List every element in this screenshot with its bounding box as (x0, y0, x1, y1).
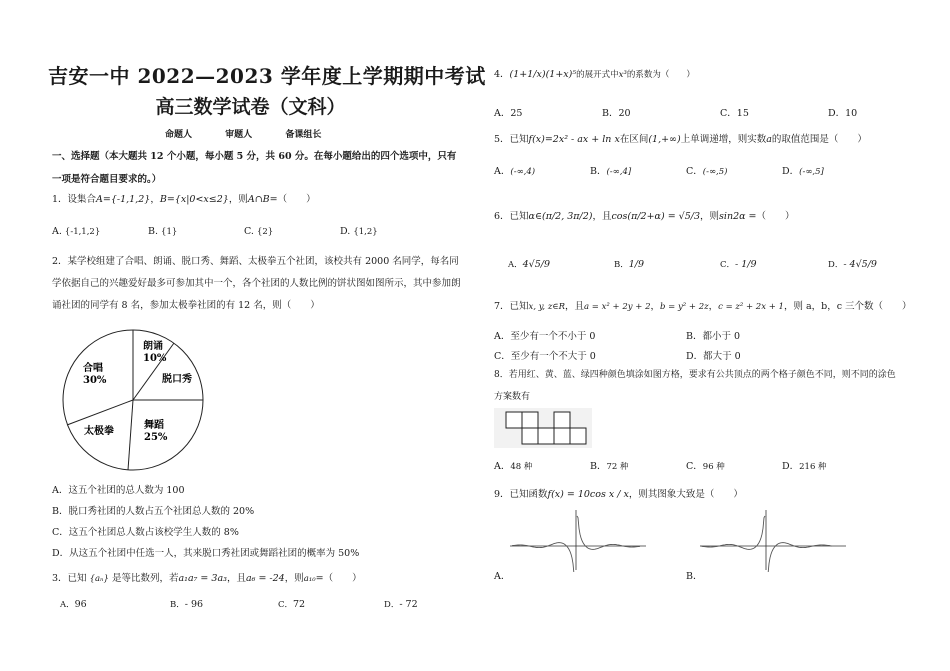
question-3-stem: 3．已知 {aₙ} 是等比数列，若a₁a₇ = 3a₃，且a₆ = -24，则a₁₀=（ ） (52, 573, 362, 584)
pie-pct-langsong: 10% (143, 353, 167, 364)
q7-option-a: A．至少有一个不小于 0 (494, 331, 596, 342)
q8-option-d: D．216 种 (782, 461, 827, 472)
grid-cell (554, 412, 570, 428)
q6-option-d: D．- 4√5/9 (828, 259, 877, 270)
q4-option-d: D．10 (828, 108, 858, 119)
role-reviewer: 审题人 (225, 130, 253, 140)
q1-option-c: C. {2} (244, 226, 274, 237)
sequence: {aₙ} (89, 574, 109, 584)
grid-cell (522, 412, 538, 428)
question-5-stem: 5．已知f(x)=2x² - ax + ln x在区间(1,+∞)上单调递增，则实数a的取值范围是（ ） (494, 134, 867, 145)
q5-option-c: C．(-∞,5) (686, 166, 728, 177)
target-term: a₁₀ (303, 574, 316, 584)
q8-option-a: A．48 种 (494, 461, 533, 472)
intersection-expr: A∩B (247, 194, 270, 205)
role-leader: 备课组长 (285, 130, 322, 140)
q6-option-c: C．- 1/9 (720, 259, 757, 270)
question-8-stem: 8．若用红、黄、蓝、绿四种颜色填涂如图方格，要求有公共顶点的两个格子颜色不同，则不同的涂色方案数有 (494, 370, 896, 402)
q5-option-d: D．(-∞,5] (782, 166, 824, 177)
term-x3: x³ (618, 70, 627, 80)
question-4-stem: 4．(1+1/x)(1+x)⁵的展开式中x³的系数为（ ） (494, 69, 695, 80)
exam-roles (165, 127, 321, 140)
question-1-stem: 1．设集合A={-1,1,2}，B={x|0<x≤2}，则A∩B=（ ） (52, 194, 316, 205)
pie-label-wudao: 舞蹈 (144, 420, 164, 431)
function-f: f(x)=2x² - ax + ln x (528, 134, 620, 145)
condition-2: a₆ = -24 (245, 573, 285, 584)
grid-cell (538, 428, 554, 444)
question-2-stem: 2．某学校组建了合唱、朗诵、脱口秀、舞蹈、太极拳五个社团，该校共有 2000 名同学，每名同学依据自己的兴趣爱好最多可参加其中一个，各个社团的人数比例的饼状图如图所示，其中参加朗诵社团的同学有 8 名，参加太极拳社团的有 12 名，则（ ） (52, 256, 461, 311)
q8-option-c: C．96 种 (686, 461, 725, 472)
binomial-expression: (1+1/x)(1+x)⁵ (509, 69, 577, 80)
role-author: 命题人 (165, 130, 193, 140)
grid-cell (570, 428, 586, 444)
q1-option-a: A. {-1,1,2} (52, 226, 101, 237)
q5-option-a: A．(-∞,4) (494, 166, 536, 177)
q6-option-b: B．1/9 (614, 259, 645, 270)
pie-pct-hechang: 30% (83, 375, 107, 386)
grid-cell (522, 428, 538, 444)
q3-option-c: C．72 (278, 599, 306, 610)
q4-option-a: A．25 (494, 108, 523, 119)
q2-option-c: C．这五个社团总人数占该校学生人数的 8% (52, 527, 239, 538)
q3-option-d: D．- 72 (384, 599, 418, 610)
pie-label-hechang: 合唱 (83, 363, 103, 374)
pie-label-taijiquan: 太极拳 (84, 426, 114, 437)
grid-cell (554, 428, 570, 444)
q7-option-d: D．都大于 0 (686, 351, 741, 362)
q4-option-c: C．15 (720, 108, 749, 119)
q1-option-d: D. {1,2} (340, 226, 378, 237)
exam-title: 吉安一中 2022—2023 学年度上学期期中考试 (48, 64, 486, 88)
expr-b: b = y² + 2z (660, 302, 709, 312)
set-b: B={x|0<x≤2} (159, 194, 229, 205)
sin2a-target: sin2α = (719, 211, 757, 222)
q4-option-b: B．20 (602, 108, 631, 119)
q2-option-b: B．脱口秀社团的人数占五个社团总人数的 20% (52, 506, 255, 517)
q5-option-b: B．(-∞,4] (590, 166, 632, 177)
cos-equation: cos(π/2+α) = √5/3 (611, 211, 701, 222)
pie-label-tuokouxiu: 脱口秀 (162, 374, 192, 385)
q3-option-a: A．96 (60, 599, 87, 610)
expr-a: a = x² + 2y + 2 (584, 302, 651, 312)
q9-option-b: B． (686, 571, 703, 582)
section-heading: 一、选择题（本大题共 12 个小题，每小题 5 分，共 60 分。在每小题给出的四个选项中，只有一项是符合题目要求的。） (52, 151, 457, 185)
q1-option-b: B. {1} (148, 226, 178, 237)
question-6-stem: 6．已知α∈(π/2, 3π/2)，且cos(π/2+α) = √5/3，则sin2α =（ ） (494, 211, 795, 222)
expr-c: c = z² + 2x + 1 (718, 302, 784, 312)
pie-chart (58, 326, 208, 474)
pie-label-langsong: 朗诵 (143, 341, 163, 352)
pie-pct-wudao: 25% (144, 432, 168, 443)
graph-option-a (510, 508, 650, 572)
q2-option-d: D．从这五个社团中任选一人，其来脱口秀社团或舞蹈社团的概率为 50% (52, 548, 360, 559)
grid-cell (506, 412, 522, 428)
grid-figure (494, 408, 592, 448)
q7-option-b: B．都小于 0 (686, 331, 741, 342)
q7-option-c: C．至少有一个不大于 0 (494, 351, 596, 362)
set-a: A={-1,1,2} (96, 194, 151, 205)
q3-option-b: B．- 96 (170, 599, 204, 610)
q6-option-a: A．4√5/9 (508, 259, 551, 270)
question-9-stem: 9．已知函数f(x) = 10cos x / x，则其图象大致是（ ） (494, 489, 743, 500)
graph-option-b (700, 508, 850, 572)
exam-subtitle: 高三数学试卷（文科） (155, 96, 346, 118)
q9-option-a: A． (494, 571, 511, 582)
function-f9: f(x) = 10cos x / x (547, 489, 629, 500)
question-7-stem: 7．已知x, y, z∈R，且a = x² + 2y + 2，b = y² + 2z，c = z² + 2x + 1，则 a，b，c 三个数（ ） (494, 301, 912, 312)
q8-option-b: B．72 种 (590, 461, 629, 472)
condition-1: a₁a₇ = 3a₃ (178, 573, 227, 584)
alpha-range: α∈(π/2, 3π/2) (528, 211, 593, 222)
interval: (1,+∞) (648, 134, 681, 145)
q2-option-a: A．这五个社团的总人数为 100 (52, 485, 185, 496)
